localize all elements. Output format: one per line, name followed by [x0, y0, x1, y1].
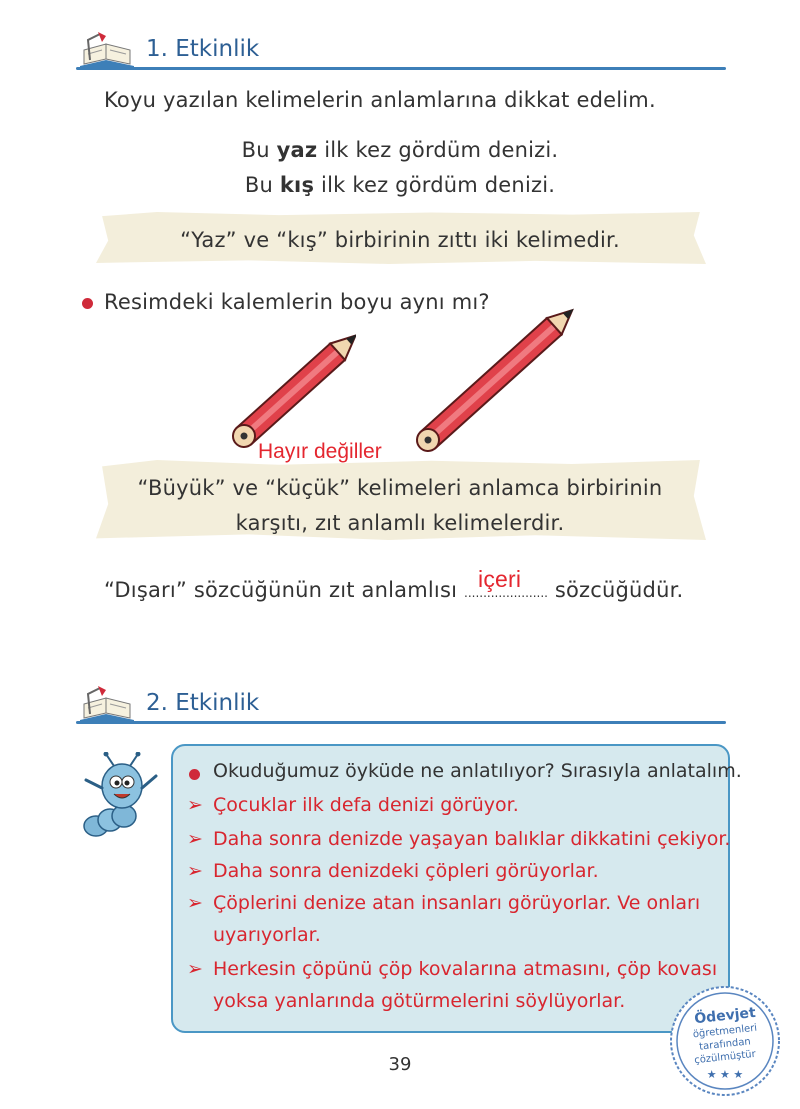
stamp-line-3: çözülmüştür [693, 1048, 757, 1067]
arrow-bullet-icon: ➢ [187, 828, 203, 850]
answer-line: Herkesin çöpünü çöp kovalarına atmasını, çöp kovası [213, 958, 718, 980]
answer-line: Daha sonra denizde yaşayan balıklar dikkatini çekiyor. [213, 828, 731, 850]
arrow-bullet-icon: ➢ [187, 958, 203, 980]
desk-lamp-book-icon [76, 30, 138, 68]
stamp-line-1: öğretmenleri [692, 1022, 758, 1041]
section2-divider [76, 721, 726, 724]
section2-title: 2. Etkinlik [146, 690, 260, 716]
fill-blank: ...................... [464, 586, 548, 600]
example-line-1 [0, 138, 800, 162]
stamp-brand: Ödevjet [693, 1004, 757, 1028]
page-number: 39 [388, 1054, 412, 1075]
question-bullet [82, 298, 93, 309]
pencil-question: Resimdeki kalemlerin boyu aynı mı? [104, 290, 490, 314]
odevjet-stamp [668, 984, 782, 1098]
desk-lamp-book-icon [76, 684, 138, 722]
section1-divider [76, 67, 726, 70]
example-1-after: ilk kez gördüm denizi. [317, 138, 559, 162]
fill-after: sözcüğüdür. [554, 578, 684, 602]
note-2-line-1: “Büyük” ve “küçük” kelimeleri anlamca birbirinin [137, 476, 663, 500]
section1-title: 1. Etkinlik [146, 36, 260, 62]
fill-before: “Dışarı” sözcüğünün zıt anlamlısı [104, 578, 458, 602]
caterpillar-mascot-icon [74, 752, 164, 840]
example-1-bold-word: yaz [276, 138, 318, 162]
answer-line: Çöplerini denize atan insanları görüyorlar. Ve onları [213, 892, 701, 914]
example-2-bold-word: kış [279, 173, 315, 197]
story-question: Okuduğumuz öyküde ne anlatılıyor? Sırasıyla anlatalım. [213, 760, 742, 782]
example-2-after: ilk kez gördüm denizi. [314, 173, 556, 197]
example-1-before: Bu [241, 138, 277, 162]
answer-line: Daha sonra denizdeki çöpleri görüyorlar. [213, 860, 599, 882]
story-question-bullet [189, 769, 200, 780]
stamp-line-2: tarafından [698, 1036, 752, 1053]
section1-header [76, 30, 726, 70]
intro-text: Koyu yazılan kelimelerin anlamlarına dikkat edelim. [104, 88, 656, 112]
handwritten-answer-pencils: Hayır değiller [258, 440, 382, 463]
answer-line-continued: uyarıyorlar. [213, 924, 321, 946]
note-1-text: “Yaz” ve “kış” birbirinin zıttı iki kelimedir. [180, 228, 620, 252]
section2-header [76, 684, 726, 724]
arrow-bullet-icon: ➢ [187, 892, 203, 914]
example-line-2 [0, 173, 800, 197]
fill-in-sentence [104, 566, 684, 602]
note-2-line-2: karşıtı, zıt anlamlı kelimelerdir. [235, 511, 565, 535]
short-pencil-illustration [226, 328, 356, 452]
answer-line: Çocuklar ilk defa denizi görüyor. [213, 794, 519, 816]
arrow-bullet-icon: ➢ [187, 860, 203, 882]
long-pencil-illustration [412, 306, 576, 456]
fill-answer: içeri [478, 566, 522, 592]
stamp-stars: ★ ★ ★ [706, 1068, 744, 1081]
answer-line-continued: yoksa yanlarında götürmelerini söylüyorlar. [213, 990, 626, 1012]
story-answer-box [171, 744, 742, 1033]
example-2-before: Bu [244, 173, 280, 197]
arrow-bullet-icon: ➢ [187, 794, 203, 816]
